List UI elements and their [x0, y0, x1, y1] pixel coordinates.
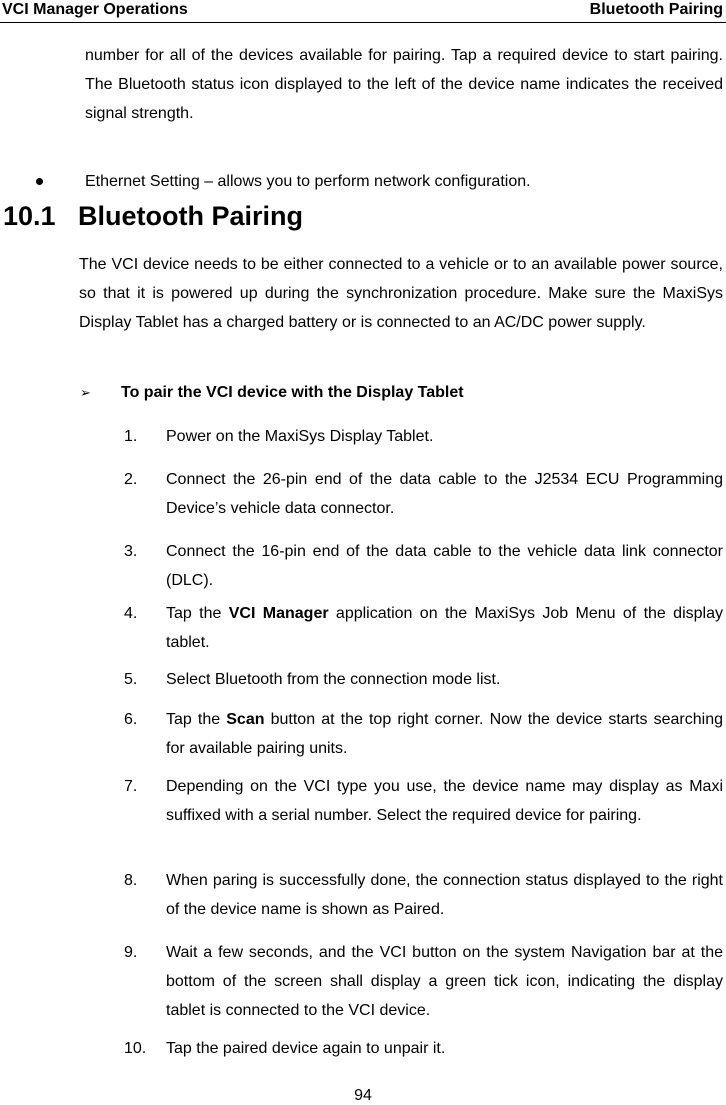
step-number: 1.: [124, 428, 138, 445]
section-heading: [3, 198, 303, 234]
step-text: When paring is successfully done, the connection status displayed to the right of the device name is shown as Paired.: [166, 872, 723, 918]
section-intro-paragraph: The VCI device needs to be either connected to a vehicle or to an available power source, so that it is powered up during the synchronization procedure. Make sure the MaxiSys Display Tablet has a charged battery or is connected to an AC/DC power supply.: [79, 256, 723, 331]
section-title: Bluetooth Pairing: [78, 201, 303, 231]
header-section-title: Bluetooth Pairing: [589, 1, 723, 18]
intro-continuation-paragraph: number for all of the devices available for pairing. Tap a required device to start pairing. The Bluetooth status icon displayed to the left of the device name indicates the received signal strength.: [85, 47, 723, 122]
step-number: 10.: [124, 1040, 147, 1057]
step-text: Tap the paired device again to unpair it.: [166, 1040, 446, 1057]
page-header: [0, 0, 726, 23]
section-number: 10.1: [3, 201, 56, 231]
step-number: 9.: [124, 944, 138, 961]
step-number: 8.: [124, 872, 138, 889]
arrow-bullet-icon: ➢: [80, 385, 91, 400]
procedure-heading: To pair the VCI device with the Display Tablet: [121, 384, 464, 401]
step-text: Tap the Scan button at the top right corner. Now the device starts searching for available pairing units.: [166, 711, 723, 757]
step-text: Connect the 16-pin end of the data cable to the vehicle data link connector (DLC).: [166, 543, 723, 589]
step-text: Power on the MaxiSys Display Tablet.: [166, 428, 434, 445]
step-number: 7.: [124, 778, 138, 795]
step-number: 4.: [124, 605, 138, 622]
bullet-dot-icon: [36, 178, 43, 185]
step-text: Wait a few seconds, and the VCI button on the system Navigation bar at the bottom of the screen shall display a green tick icon, indicating the display tablet is connected to the VCI device.: [166, 944, 723, 1019]
step-number: 5.: [124, 671, 138, 688]
page-number: 94: [354, 1087, 372, 1104]
step-number: 2.: [124, 471, 138, 488]
step-text: Select Bluetooth from the connection mode list.: [166, 671, 501, 688]
vci-manager-bold: VCI Manager: [228, 605, 329, 622]
step-number: 3.: [124, 543, 138, 560]
step-text: Connect the 26-pin end of the data cable to the J2534 ECU Programming Device’s vehicle data connector.: [166, 471, 723, 517]
step-number: 6.: [124, 711, 138, 728]
step-text: Tap the VCI Manager application on the MaxiSys Job Menu of the display tablet.: [166, 605, 723, 651]
scan-bold: Scan: [226, 711, 265, 728]
ethernet-setting-bullet: Ethernet Setting – allows you to perform network configuration.: [85, 173, 531, 190]
header-chapter-title: VCI Manager Operations: [2, 1, 188, 18]
step-text: Depending on the VCI type you use, the device name may display as Maxi suffixed with a serial number. Select the required device for pairing.: [166, 778, 723, 824]
